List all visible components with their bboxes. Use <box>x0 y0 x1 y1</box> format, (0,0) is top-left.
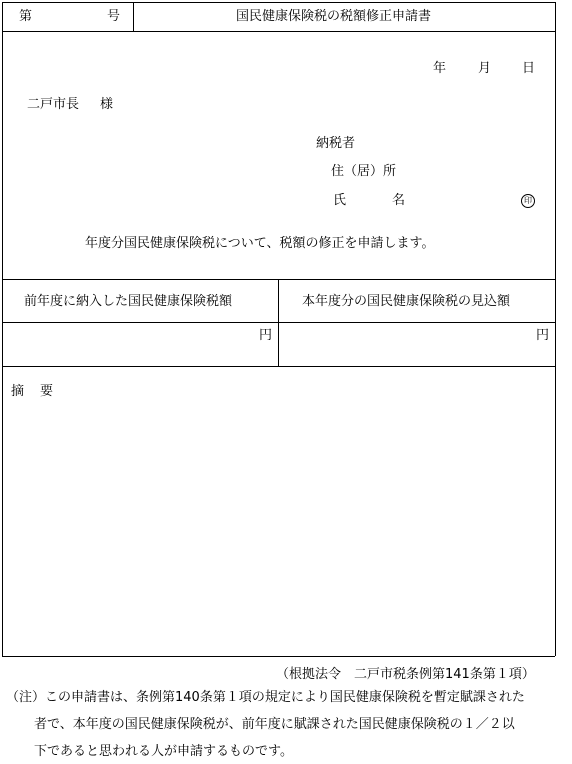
note-line-1: （注）この申請書は、条例第140条第１項の規定により国民健康保険税を暫定賦課された <box>6 690 525 705</box>
note-line-3: 下であると思われる人が申請するものです。 <box>34 744 293 759</box>
taxpayer-name-field[interactable] <box>410 189 515 213</box>
document-number-suffix: 号 <box>107 9 121 24</box>
date-month-label: 月 <box>478 61 492 76</box>
prev-year-tax-header: 前年度に納入した国民健康保険税額 <box>24 294 233 309</box>
form-title: 国民健康保険税の税額修正申請書 <box>236 9 432 24</box>
date-day-label: 日 <box>522 61 536 76</box>
taxpayer-name-label-1: 氏 <box>333 193 347 208</box>
remarks-label-2: 要 <box>40 384 54 399</box>
form-border-bottom <box>2 656 555 657</box>
header-divider <box>133 2 134 31</box>
prev-year-tax-unit: 円 <box>259 328 273 343</box>
addressee-honorific: 様 <box>100 97 114 112</box>
form-border-right <box>555 2 556 656</box>
taxpayer-name-label-2: 名 <box>392 193 406 208</box>
remarks-field[interactable] <box>3 405 554 654</box>
date-year-label: 年 <box>433 61 447 76</box>
taxpayer-label: 納税者 <box>316 136 356 151</box>
taxpayer-address-field[interactable] <box>410 160 550 184</box>
curr-year-tax-unit: 円 <box>536 328 550 343</box>
seal-icon: 印 <box>521 194 535 208</box>
addressee-name: 二戸市長 <box>27 97 80 112</box>
amount-bottom-line <box>2 366 555 367</box>
document-number-prefix: 第 <box>19 9 33 24</box>
legal-basis: （根拠法令 二戸市税条例第141条第１項） <box>276 667 535 682</box>
header-bottom-line <box>2 31 555 32</box>
curr-year-tax-amount-field[interactable] <box>279 323 554 365</box>
remarks-label-1: 摘 <box>11 384 25 399</box>
note-line-2: 者で、本年度の国民健康保険税が、前年度に賦課された国民健康保険税の１／２以 <box>34 717 515 732</box>
taxpayer-address-label: 住（居）所 <box>331 164 397 179</box>
request-sentence: 年度分国民健康保険税について、税額の修正を申請します。 <box>85 236 435 251</box>
curr-year-tax-header: 本年度分の国民健康保険税の見込額 <box>302 294 511 309</box>
prev-year-tax-amount-field[interactable] <box>3 323 277 365</box>
